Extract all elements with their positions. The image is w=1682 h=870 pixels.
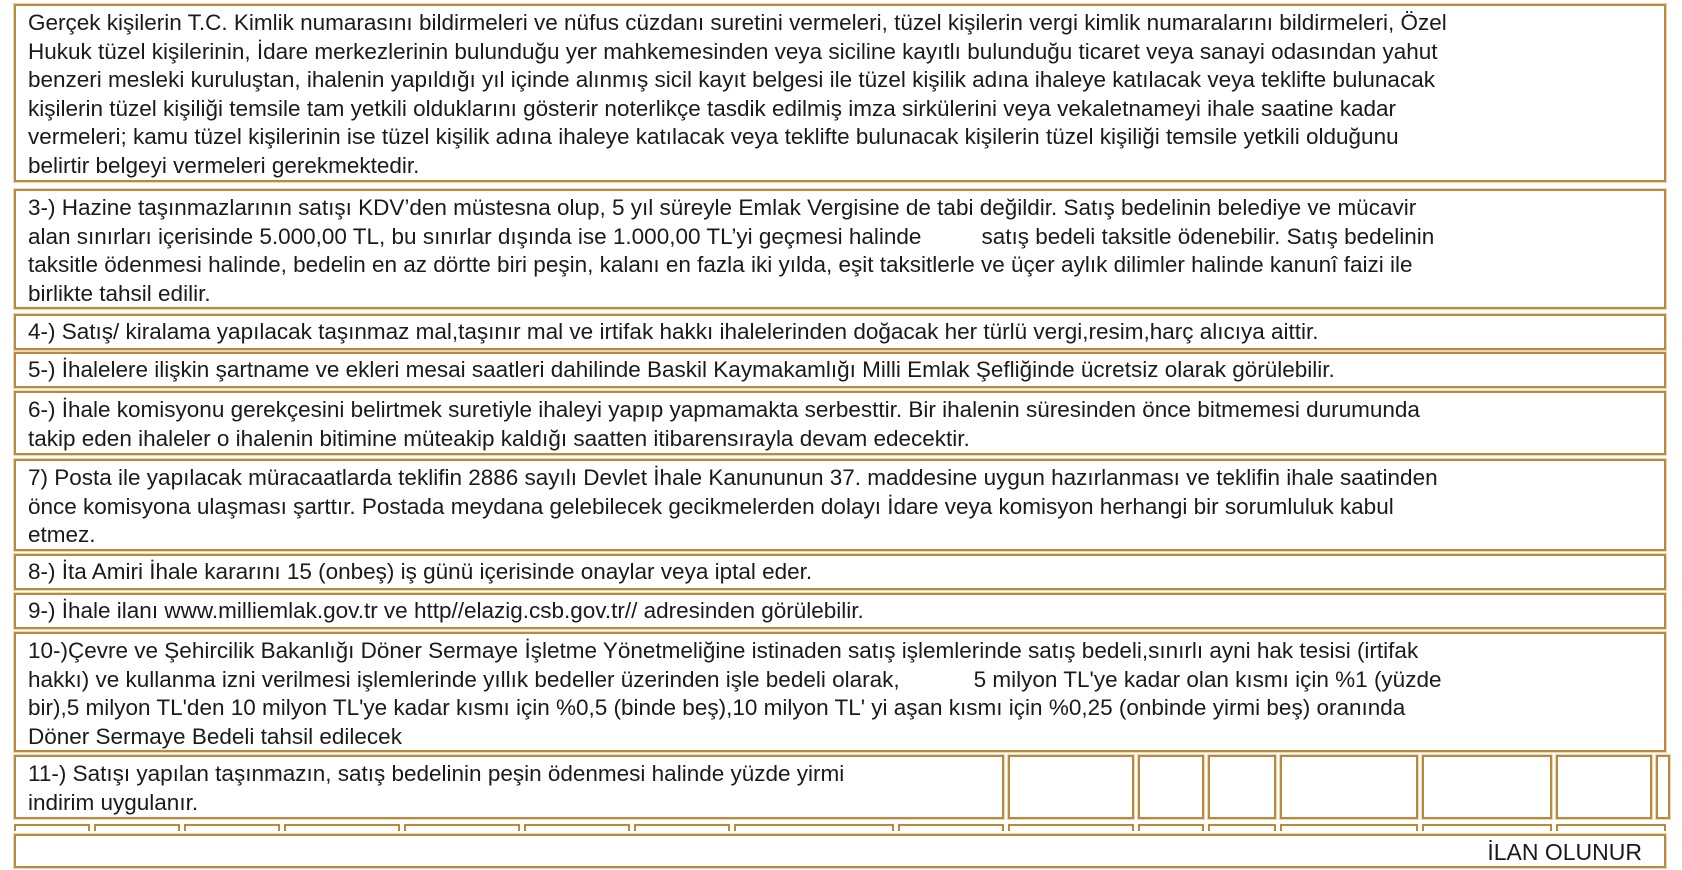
item-8-text [28,558,812,587]
separator-segment [1422,824,1552,831]
text-line: 3-) Hazine taşınmazlarının satışı KDV’den müstesna olup, 5 yıl süreyle Emlak Vergisine de tabi değildir. Satış bedelinin belediye ve mücavir [28,195,1417,220]
item-5-text [28,356,1335,385]
item-10-paragraph [14,632,1666,752]
text-line: Hukuk tüzel kişilerinin, İdare merkezlerinin bulunduğu yer mahkemesinden veya siciline kayıtlı bulunduğu ticaret veya sanayi odasından yahut [28,38,1438,64]
item-4-text [28,318,1319,347]
empty-table-cell [1656,755,1670,819]
text-fragment: alan sınırları içerisinde 5.000,00 TL, bu sınırlar dışında ise 1.000,00 TL’yi geçmesi halinde [28,223,922,249]
text-line: taksitle ödenmesi halinde, bedelin en az dörtte biri peşin, kalanı en fazla iki yılda, eşit taksitlerle ve üçer aylık dilimler halinde kanunî faizi ile [28,252,1413,278]
item-8-paragraph [14,554,1666,590]
separator-segment [634,824,730,831]
item-7-paragraph [14,459,1666,551]
text-line: Döner Sermaye Bedeli tahsil edilecek [28,723,402,749]
item-7-text [28,464,1438,550]
text-line: indirim uygulanır. [28,789,199,815]
item-3-paragraph [14,189,1666,309]
text-line: 5-) İhalelere ilişkin şartname ve ekleri mesai saatleri dahilinde Baskil Kaymakamlığı Milli Emlak Şefliğinde ücretsiz olarak görülebilir. [28,357,1335,382]
separator-segment [1138,824,1204,831]
empty-table-cell [1422,755,1552,819]
text-line: 4-) Satış/ kiralama yapılacak taşınmaz mal,taşınır mal ve irtifak hakkı ihalelerinden doğacak her türlü vergi,resim,harç alıcıya aittir. [28,319,1319,344]
text-line [28,223,1434,252]
text-line: 7) Posta ile yapılacak müracaatlarda teklifin 2886 sayılı Devlet İhale Kanununun 37. maddesine uygun hazırlanması ve teklifin ihale saatinden [28,465,1438,490]
text-line: önce komisyona ulaşması şarttır. Postada meydana gelebilecek gecikmelerden dolayı İdare veya komisyon herhangi bir sorumluluk kabul [28,493,1394,519]
text-line: benzeri mesleki kuruluştan, ihalenin yapıldığı yıl içinde alınmış sicil kayıt belgesi ile tüzel kişilik adına ihaleye katılacak veya teklifte bulunacak [28,67,1435,93]
text-line: bir),5 milyon TL'den 10 milyon TL'ye kadar kısmı için %0,5 (binde beş),10 milyon TL' yi aşan kısmı için %0,25 (onbinde yirmi beş) oranında [28,695,1406,721]
empty-table-cell [1280,755,1418,819]
closing-text: İLAN OLUNUR [1487,839,1642,865]
text-line: takip eden ihaleler o ihalenin bitimine müteakip kaldığı saatten itibarensırayla devam edecektir. [28,425,970,451]
item-5-paragraph [14,352,1666,388]
separator-segment [94,824,180,831]
item-11-paragraph [14,755,1004,819]
separator-segment [1556,824,1666,831]
text-line: vermeleri; kamu tüzel kişilerinin ise tüzel kişilik adına ihaleye katılacak veya teklifte bulunacak kişilerin tüzel kişiliği temsile yetkili olduğunu [28,124,1399,150]
text-line: 8-) İta Amiri İhale kararını 15 (onbeş) iş günü içerisinde onaylar veya iptal eder. [28,559,813,584]
text-line: kişilerin tüzel kişiliği temsile tam yetkili olduklarını gösterir noterlikçe tasdik edilmiş imza sirkülerini veya vekaletnameyi ihale saatine kadar [28,95,1397,121]
separator-segment [404,824,520,831]
text-line [28,666,1441,695]
text-line: etmez. [28,522,96,548]
item-11-text [28,760,844,817]
separator-segment [184,824,280,831]
item-3-text [28,194,1434,308]
separator-segment [1008,824,1134,831]
item-6-paragraph [14,391,1666,455]
separator-segment [734,824,894,831]
separator-segment [1208,824,1276,831]
text-line: Gerçek kişilerin T.C. Kimlik numarasını bildirmeleri ve nüfus cüzdanı suretini vermeleri, tüzel kişilerin vergi kimlik numaralarını bildirmeleri, Özel [28,10,1447,35]
requirements-paragraph [14,4,1666,182]
item-9-paragraph [14,593,1666,629]
text-line: 11-) Satışı yapılan taşınmazın, satış bedelinin peşin ödenmesi halinde yüzde yirmi [28,761,845,786]
text-fragment: hakkı) ve kullanma izni verilmesi işlemlerinde yıllık bedeller üzerinden işle bedeli olarak, [28,666,900,692]
text-line: 9-) İhale ilanı www.milliemlak.gov.tr ve http//elazig.csb.gov.tr// adresinden görülebilir. [28,598,864,623]
item-6-text [28,396,1420,453]
empty-table-cell [1556,755,1652,819]
item-9-text [28,597,864,626]
separator-segment [524,824,630,831]
separator-segment [898,824,1004,831]
text-fragment: satış bedeli taksitle ödenebilir. Satış bedelinin [981,223,1435,249]
closing-row [14,834,1666,868]
text-line: 6-) İhale komisyonu gerekçesini belirtmek suretiyle ihaleyi yapıp yapmamakta serbesttir. Bir ihalenin süresinden önce bitmemesi durumunda [28,397,1420,422]
separator-segment [284,824,400,831]
text-line: birlikte tahsil edilir. [28,280,211,306]
text-fragment: 5 milyon TL'ye kadar olan kısmı için %1 (yüzde [973,666,1442,692]
item-4-paragraph [14,314,1666,350]
item-10-text [28,637,1441,751]
empty-table-cell [1138,755,1204,819]
text-line: 10-)Çevre ve Şehircilik Bakanlığı Döner Sermaye İşletme Yönetmeliğine istinaden satış işlemlerinde satış bedeli,sınırlı ayni hak tesisi (irtifak [28,638,1419,663]
empty-table-cell [1008,755,1134,819]
separator-segment [1280,824,1418,831]
separator-segment [14,824,90,831]
text-line: belirtir belgeyi vermeleri gerekmektedir. [28,152,420,178]
empty-table-cell [1208,755,1276,819]
requirements-text [28,9,1447,181]
